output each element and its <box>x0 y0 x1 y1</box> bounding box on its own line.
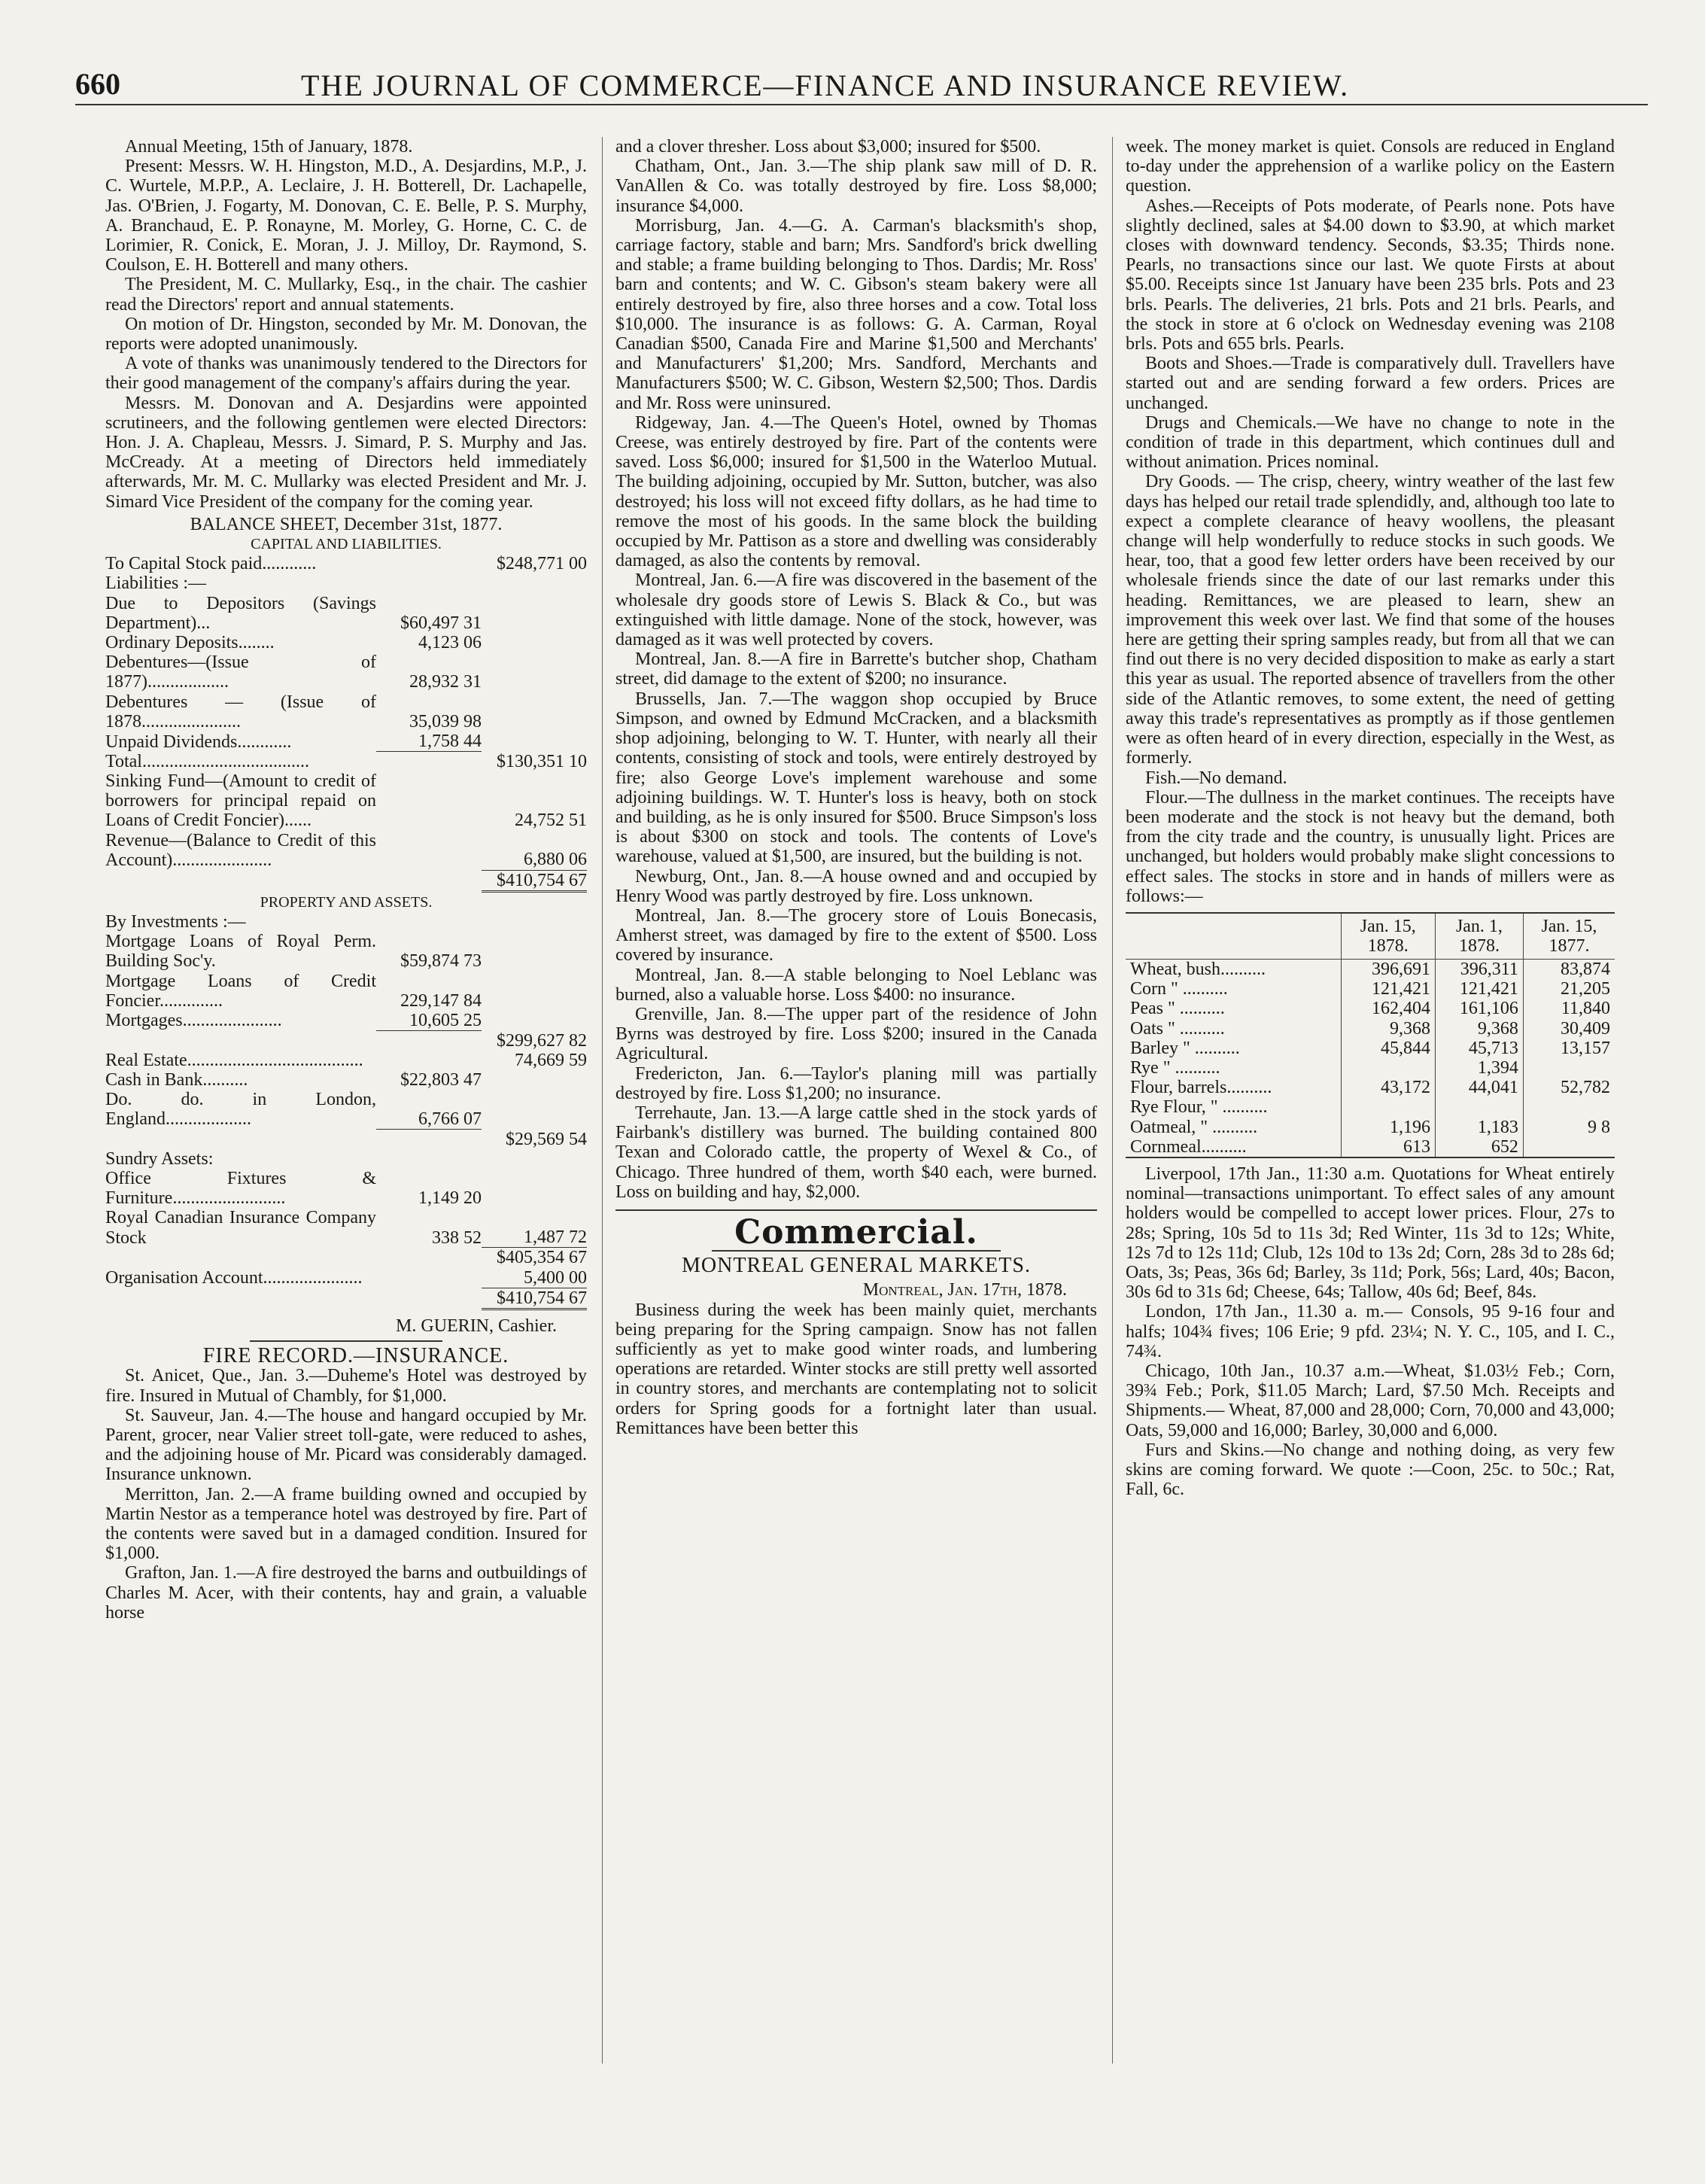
table-row <box>1126 1097 1615 1117</box>
liability-label: Sinking Fund—(Amount to credit of borrowers for principal repaid on Loans of Credit Foncier)...... <box>105 771 376 831</box>
market-paragraph: Ashes.—Receipts of Pots moderate, of Pearls none. Pots have slightly declined, sales at $4.00 down to $3.90, at which market closes with downward tendency. Seconds, $3.35; Thirds none. Pearls, no transactions since our last. We quote Firsts at about $5.00. Receipts since 1st January have been 235 brls. Pots and 23 brls. Pearls. The deliveries, 21 brls. Pots and 21 brls. Pearls, and the stock in store at 6 o'clock on Wednesday evening was 2108 brls. Pots and 655 brls. Pearls. <box>1126 196 1615 354</box>
column-rule-2 <box>1112 137 1113 2064</box>
table-cell: 396,691 <box>1341 959 1436 979</box>
property-assets-heading: PROPERTY AND ASSETS. <box>260 893 433 911</box>
fire-item: Newburg, Ont., Jan. 8.—A house owned and and occupied by Henry Wood was partly destroyed by fire. Loss unknown. <box>615 866 1097 906</box>
capital-liabilities-heading: CAPITAL AND LIABILITIES. <box>251 536 442 553</box>
asset-sub: 338 52 <box>432 1227 482 1248</box>
fire-item: Montreal, Jan. 6.—A fire was discovered in the basement of the wholesale dry goods store of Lewis S. Black & Co., but was extinguished with little damage. None of the stock, however, was damaged as it was well protected by covers. <box>615 570 1097 650</box>
page-number: 660 <box>75 67 120 101</box>
liability-label: Due to Depositors (Savings Department)... <box>105 593 376 633</box>
asset-sub: 229,147 84 <box>400 990 482 1011</box>
asset-amount: 5,400 00 <box>482 1268 587 1288</box>
grain-stocks-table <box>1126 912 1615 1158</box>
fire-item: Ridgeway, Jan. 4.—The Queen's Hotel, owned by Thomas Creese, was entirely destroyed by fire. Part of the contents were saved. Loss $6,000; insured for $1,500 in the Waterloo Mutual. The building adjoining, occupied by Mr. Sutton, butcher, was also destroyed; his loss will not exceed fifty dollars, as he had time to remove the most of his goods. In the same block the building occupied by Mr. Pattison as a store and dwelling was considerably damaged, as also the contents by removal. <box>615 412 1097 571</box>
section-divider <box>615 1209 1097 1211</box>
table-cell: 83,874 <box>1523 959 1615 979</box>
journal-title: THE JOURNAL OF COMMERCE—FINANCE AND INSURANCE REVIEW. <box>301 68 1350 102</box>
table-cell: Oats " .......... <box>1130 1018 1225 1039</box>
table-row <box>105 752 587 771</box>
table-cell: 1,196 <box>1341 1118 1436 1137</box>
assets-table <box>105 912 587 1310</box>
markets-dateline: Montreal, Jan. 17th, 1878. <box>862 1280 1067 1300</box>
table-row <box>105 1288 587 1309</box>
table-cell: 121,421 <box>1341 979 1436 999</box>
liability-label: Ordinary Deposits........ <box>105 633 275 653</box>
liability-sub: 4,123 06 <box>418 633 482 653</box>
liability-amount <box>482 692 587 732</box>
table-cell: Flour, barrels.......... <box>1130 1078 1272 1098</box>
table-cell: 1,183 <box>1436 1118 1524 1137</box>
asset-label <box>105 1130 376 1149</box>
balance-sheet-title: BALANCE SHEET, December 31st, 1877. <box>190 514 503 534</box>
table-row <box>1126 999 1615 1018</box>
market-paragraph: Furs and Skins.—No change and nothing doing, as very few skins are coming forward. We quote :—Coon, 25c. to 50c.; Rat, Fall, 6c. <box>1126 1440 1615 1500</box>
liability-sub <box>376 831 482 870</box>
meeting-paragraph: Annual Meeting, 15th of January, 1878. <box>125 137 413 157</box>
asset-amount <box>482 972 587 1011</box>
table-cell: Corn " .......... <box>1130 979 1228 999</box>
meeting-paragraph: The President, M. C. Mullarky, Esq., in the chair. The cashier read the Directors' report and annual statements. <box>105 275 587 315</box>
liability-label: Unpaid Dividends............ <box>105 732 292 752</box>
liabilities-table <box>105 554 587 892</box>
liability-amount: $130,351 10 <box>497 751 587 771</box>
table-cell: 9,368 <box>1436 1019 1524 1039</box>
liability-amount <box>482 594 587 633</box>
table-cell: 30,409 <box>1523 1019 1615 1039</box>
table-row <box>105 972 587 1011</box>
table-row <box>1126 1137 1615 1157</box>
asset-label <box>105 1288 376 1309</box>
table-row <box>105 1169 587 1208</box>
asset-label: By Investments :— <box>105 911 246 932</box>
table-row <box>105 1248 587 1268</box>
table-row <box>105 573 587 593</box>
liability-label: To Capital Stock paid............ <box>105 554 317 574</box>
table-cell: 396,311 <box>1436 959 1524 979</box>
market-paragraph: Liverpool, 17th Jan., 11:30 a.m. Quotations for Wheat entirely nominal—transactions unimportant. To effect sales of any amount holders would be compelled to accept lower prices. Flour, 27s to 28s; Spring, 10s 5d to 11s 3d; Red Winter, 11s 3d to 12s; White, 12s 7d to 12s 11d; Club, 12s 10d to 13s 2d; Corn, 28s 3d to 28s 6d; Oats, 3s; Peas, 36s 6d; Barley, 3s 11d; Pork, 56s; Lard, 40s; Bacon, 30s 6d to 31s 6d; Cheese, 64s; Tallow, 40s 6d; Beef, 84s. <box>1126 1163 1615 1303</box>
table-row <box>1126 1118 1615 1137</box>
markets-title: MONTREAL GENERAL MARKETS. <box>682 1254 1031 1278</box>
liability-amount <box>482 633 587 652</box>
liability-amount: $248,771 00 <box>497 554 587 574</box>
table-cell: Barley " .......... <box>1130 1038 1240 1058</box>
asset-amount: 74,669 59 <box>515 1050 587 1070</box>
asset-amount: $405,354 67 <box>497 1248 587 1268</box>
table-cell: 613 <box>1341 1137 1436 1157</box>
meeting-paragraph: Present: Messrs. W. H. Hingston, M.D., A. Desjardins, M.P., J. C. Wurtele, M.P.P., A. Leclaire, J. H. Botterell, Dr. Lachapelle, Jas. O'Brien, J. Fogarty, M. Donovan, C. E. Belle, P. S. Murphy, A. Branchaud, E. P. Ronayne, M. Morley, G. Horne, C. C. de Lorimier, R. Conick, E. Moran, J. J. Milloy, Dr. Raymond, S. Coulson, E. H. Botterell and many others. <box>105 157 587 275</box>
table-row <box>105 692 587 732</box>
table-cell: Cornmeal.......... <box>1130 1136 1247 1157</box>
asset-amount <box>482 1070 587 1090</box>
fire-item: Montreal, Jan. 8.—The grocery store of Louis Bonecasis, Amherst street, was damaged by fire to the extent of $500. Loss covered by insurance. <box>615 905 1097 966</box>
table-header-row <box>1126 913 1615 960</box>
table-row <box>105 932 587 971</box>
asset-sub <box>376 912 482 932</box>
table-row <box>105 1051 587 1070</box>
table-cell <box>1523 1137 1615 1157</box>
asset-sub: $59,874 73 <box>400 951 482 972</box>
fire-item: St. Anicet, Que., Jan. 3.—Duheme's Hotel was destroyed by fire. Insured in Mutual of Chambly, for $1,000. <box>105 1366 587 1406</box>
asset-amount: $29,569 54 <box>506 1129 587 1149</box>
table-cell: 162,404 <box>1341 999 1436 1018</box>
table-row <box>1126 1039 1615 1058</box>
table-cell: Wheat, bush.......... <box>1130 959 1266 979</box>
market-paragraph: Chicago, 10th Jan., 10.37 a.m.—Wheat, $1.03½ Feb.; Corn, 39¾ Feb.; Pork, $11.05 March; Lard, $7.50 Mch. Receipts and Shipments.— Wheat, 87,000 and 28,000; Corn, 70,000 and 43,000; Oats, 59,000 and 16,000; Barley, 30,000 and 6,000. <box>1126 1361 1615 1440</box>
market-paragraph: London, 17th Jan., 11.30 a. m.— Consols, 95 9-16 four and halfs; 104¾ fives; 106 Erie; 9 pfd. 23¼; N. Y. C., 105, and I. C., 74¾. <box>1126 1302 1615 1361</box>
asset-sub: 10,605 25 <box>376 1011 482 1031</box>
fire-item: Grafton, Jan. 1.—A fire destroyed the barns and outbuildings of Charles M. Acer, with their contents, hay and grain, a valuable horse <box>105 1563 587 1623</box>
column-2 <box>615 137 1097 2146</box>
table-cell: 43,172 <box>1341 1078 1436 1097</box>
asset-total: $410,754 67 <box>482 1288 587 1309</box>
table-row <box>105 1090 587 1129</box>
table-cell <box>1341 1097 1436 1117</box>
asset-sub <box>376 1149 482 1169</box>
table-cell: 44,041 <box>1436 1078 1524 1097</box>
asset-label: Cash in Bank.......... <box>105 1070 248 1090</box>
liability-label: Liabilities :— <box>105 573 206 594</box>
liability-amount: 6,880 06 <box>482 831 587 870</box>
fire-item: Montreal, Jan. 8.—A stable belonging to Noel Leblanc was burned, also a valuable horse. Loss $400: no insurance. <box>615 965 1097 1005</box>
asset-label: Mortgages...................... <box>105 1011 282 1031</box>
table-cell: 52,782 <box>1523 1078 1615 1097</box>
fire-item: Grenville, Jan. 8.—The upper part of the residence of John Byrns was destroyed by fire. Loss $200; insured in the Canada Agricultural. <box>615 1004 1097 1064</box>
asset-sub <box>376 1268 482 1288</box>
asset-sub <box>376 1031 482 1051</box>
asset-amount: $299,627 82 <box>497 1030 587 1051</box>
table-row <box>105 633 587 652</box>
table-cell: 45,713 <box>1436 1039 1524 1058</box>
fire-item: Montreal, Jan. 8.—A fire in Barrette's butcher shop, Chatham street, did damage to the extent of $200; no insurance. <box>615 649 1097 689</box>
fire-item: Merritton, Jan. 2.—A frame building owned and occupied by Martin Nestor as a temperance hotel was destroyed by fire. Part of the contents were saved but in a damaged condition. Insured for $1,000. <box>105 1484 587 1564</box>
liability-amount <box>482 573 587 593</box>
liability-sub <box>376 870 482 891</box>
asset-sub <box>376 1288 482 1309</box>
asset-label: Real Estate....................................... <box>105 1050 363 1070</box>
column-header <box>1126 913 1341 960</box>
asset-amount <box>482 912 587 932</box>
column-header: Jan. 1, 1878. <box>1436 913 1524 960</box>
meeting-paragraph: Messrs. M. Donovan and A. Desjardins were appointed scrutineers, and the following gentlemen were elected Directors: Hon. J. A. Chapleau, Messrs. J. Simard, P. S. Murphy and Jas. McCready. At a meeting of Directors held immediately afterwards, Mr. M. C. Mullarky was elected President and Mr. J. Simard Vice President of the company for the coming year. <box>105 393 587 512</box>
table-row <box>105 1031 587 1051</box>
fire-item: Morrisburg, Jan. 4.—G. A. Carman's blacksmith's shop, carriage factory, stable and barn; Mrs. Sandford's brick dwelling and stable; a frame building belonging to Thos. Dardis; Mr. Ross' barn and contents; and W. C. Gibson's steam bakery were all entirely destroyed by fire, also three horses and a cow. Total loss $10,000. The insurance is as follows: G. A. Carman, Royal Canadian $500, Canada Fire and Marine $1,500 and Merchants' and Manufacturers' $1,200; Mrs. Sandford, Merchants and Manufacturers $500; W. C. Gibson, Western $2,500; Thos. Dardis and Mr. Ross were uninsured. <box>615 215 1097 413</box>
table-row <box>105 912 587 932</box>
market-paragraph: Flour.—The dullness in the market continues. The receipts have been moderate and the stock is not heavy but the demand, both from the city trade and the country, is unusually light. Prices are unchanged, but holders would probably make slight concessions to effect sales. The stocks in store and in hands of millers were as follows:— <box>1126 787 1615 906</box>
fire-item: Fredericton, Jan. 6.—Taylor's planing mill was partially destroyed by fire. Loss $1,200; no insurance. <box>615 1063 1097 1103</box>
table-cell: 45,844 <box>1341 1039 1436 1058</box>
table-cell: 9 8 <box>1523 1118 1615 1137</box>
asset-label: Do. do. in London, England................... <box>105 1090 376 1130</box>
liability-sub <box>376 752 482 771</box>
asset-label: Mortgage Loans of Credit Foncier.............. <box>105 971 376 1011</box>
market-paragraph: Fish.—No demand. <box>1145 768 1287 788</box>
fire-item: St. Sauveur, Jan. 4.—The house and hangard occupied by Mr. Parent, grocer, near Valier street toll-gate, were reduced to ashes, and the adjoining house of Mr. Picard was considerably damaged. Insurance unknown. <box>105 1405 587 1485</box>
table-cell: 161,106 <box>1436 999 1524 1018</box>
asset-amount <box>482 1149 587 1169</box>
page-header <box>75 66 1648 105</box>
asset-label: Royal Canadian Insurance Company Stock <box>105 1208 376 1248</box>
commercial-title: Commercial. <box>734 1212 978 1252</box>
liability-sub: $60,497 31 <box>400 613 482 633</box>
table-cell: 121,421 <box>1436 979 1524 999</box>
fire-item: and a clover thresher. Loss about $3,000; insured for $500. <box>615 137 1041 157</box>
fire-record-title: FIRE RECORD.—INSURANCE. <box>202 1344 509 1368</box>
market-paragraph: Drugs and Chemicals.—We have no change to note in the condition of trade in this department, which continues dull and without animation. Prices nominal. <box>1126 412 1615 473</box>
table-row <box>1126 979 1615 999</box>
liability-label: Debentures—(Issue of 1877).................. <box>105 652 376 692</box>
table-row <box>105 594 587 633</box>
table-row <box>105 652 587 692</box>
column-3 <box>1126 137 1615 2146</box>
table-row <box>105 1070 587 1090</box>
asset-label <box>105 1031 376 1051</box>
meeting-paragraph: On motion of Dr. Hingston, seconded by Mr. M. Donovan, the reports were adopted unanimously. <box>105 314 587 354</box>
fire-item: Chatham, Ont., Jan. 3.—The ship plank saw mill of D. R. VanAllen & Co. was totally destroyed by fire. Loss $8,000; insurance $4,000. <box>615 157 1097 216</box>
liability-total: $410,754 67 <box>482 870 587 891</box>
table-row <box>1126 1058 1615 1078</box>
liability-label: Total..................................... <box>105 751 309 771</box>
liability-sub: 1,758 44 <box>376 732 482 752</box>
liability-sub <box>376 554 482 573</box>
asset-sub: 1,149 20 <box>418 1188 482 1209</box>
asset-sub <box>376 1248 482 1268</box>
liability-sub <box>376 771 482 831</box>
asset-amount <box>482 1169 587 1208</box>
column-1 <box>105 137 587 2146</box>
table-row <box>1126 959 1615 979</box>
asset-amount <box>482 932 587 971</box>
liability-sub <box>376 573 482 593</box>
table-cell: Peas " .......... <box>1130 999 1225 1019</box>
table-row <box>1126 1078 1615 1097</box>
liability-sub: 35,039 98 <box>409 711 482 732</box>
column-rule-1 <box>602 137 603 2064</box>
table-row <box>105 1208 587 1247</box>
table-row <box>105 554 587 573</box>
asset-label: Mortgage Loans of Royal Perm. Building Soc'y. <box>105 932 376 972</box>
asset-amount <box>482 1011 587 1031</box>
cashier-signature: M. GUERIN, Cashier. <box>396 1316 557 1336</box>
table-cell: 13,157 <box>1523 1039 1615 1058</box>
table-cell <box>1523 1058 1615 1078</box>
asset-sub <box>376 1130 482 1149</box>
table-cell: Oatmeal, " .......... <box>1130 1117 1258 1137</box>
table-row <box>105 1130 587 1149</box>
table-row <box>105 732 587 752</box>
column-header: Jan. 15, 1877. <box>1523 913 1615 960</box>
asset-amount <box>482 1090 587 1129</box>
asset-label: Sundry Assets: <box>105 1148 214 1169</box>
table-cell: 1,394 <box>1436 1058 1524 1078</box>
table-row <box>105 1149 587 1169</box>
table-cell <box>1341 1058 1436 1078</box>
table-cell: Rye Flour, " .......... <box>1130 1097 1268 1118</box>
market-paragraph: week. The money market is quiet. Consols are reduced in England to-day under the apprehension of a warlike policy on the Eastern question. <box>1126 137 1615 196</box>
section-divider <box>250 1340 442 1342</box>
asset-label: Office Fixtures & Furniture......................... <box>105 1169 376 1209</box>
asset-label: Organisation Account...................... <box>105 1268 363 1288</box>
column-header: Jan. 15, 1878. <box>1341 913 1436 960</box>
table-cell: Rye " .......... <box>1130 1057 1220 1078</box>
asset-amount: 1,487 72 <box>482 1208 587 1247</box>
table-cell <box>1436 1097 1524 1117</box>
meeting-paragraph: A vote of thanks was unanimously tendered to the Directors for their good management of the company's affairs during the year. <box>105 354 587 394</box>
table-row <box>1126 1019 1615 1039</box>
asset-sub: $22,803 47 <box>400 1070 482 1090</box>
table-cell <box>1523 1097 1615 1117</box>
table-cell: 652 <box>1436 1137 1524 1157</box>
market-paragraph: Boots and Shoes.—Trade is comparatively dull. Travellers have started out and are sending forward a few orders. Prices are unchanged. <box>1126 354 1615 413</box>
asset-sub <box>376 1051 482 1070</box>
table-cell: 21,205 <box>1523 979 1615 999</box>
table-row <box>105 1268 587 1288</box>
fire-item: Terrehaute, Jan. 13.—A large cattle shed in the stock yards of Fairbank's distillery was burned. The building contained 800 Texan and Colorado cattle, the property of Wexel & Co., of Chicago. Three hundred of them, worth $40 each, were burned. Loss on building and hay, $2,000. <box>615 1103 1097 1202</box>
liability-amount <box>482 732 587 752</box>
asset-sub: 6,766 07 <box>376 1090 482 1129</box>
markets-paragraph: Business during the week has been mainly quiet, merchants being preparing for the Spring campaign. Snow has not fallen sufficiently as yet to make good winter roads, and lumbering operations are retarded. Winter stocks are still pretty well assorted in country stores, and merchants are contemplating not to solicit orders for Spring goods for a fortnight later than usual. Remittances have been better this <box>615 1300 1097 1438</box>
liability-amount: 24,752 51 <box>515 811 587 831</box>
liability-label <box>105 870 376 891</box>
market-paragraph: Dry Goods. — The crisp, cheery, wintry weather of the last few days has helped our retail trade splendidly, and, although too late to expect a complete clearance of heavy woollens, the pleasant change will help wonderfully to reduce stocks in such goods. We hear, too, that a good few letter orders have been received by our wholesale friends since the date of our last remarks under this heading. Remittances, we are pleased to learn, shew an improvement this week over last. We find that some of the houses here are getting their spring samples ready, but from all that we can find out there is no very decided disposition to make as early a start this year as usual. The reported absence of travellers from the other side of the Atlantic removes, to some extent, the need of getting away this trade's representatives as promptly as if those gentlemen were as often heard of in every direction, especially in the West, as formerly. <box>1126 472 1615 768</box>
table-row <box>105 831 587 870</box>
liability-label: Revenue—(Balance to Credit of this Account)...................... <box>105 830 376 870</box>
table-cell: 9,368 <box>1341 1019 1436 1039</box>
table-row <box>105 1011 587 1031</box>
asset-label <box>105 1248 376 1268</box>
liability-amount <box>482 652 587 692</box>
table-row <box>105 771 587 831</box>
liability-sub: 28,932 31 <box>409 672 482 692</box>
fire-item: Brussells, Jan. 7.—The waggon shop occupied by Bruce Simpson, and owned by Edmund McCracken, and a blacksmith shop adjoining, belonging to W. T. Hunter, with nearly all their contents, consisting of stock and tools, were entirely destroyed by fire; also George Love's implement warehouse and some adjoining buildings. W. T. Hunter's loss is heavy, both on stock and building, as he is only insured for $500. Bruce Simpson's loss is about $300 on stock and tools. The contents of Love's warehouse, valued at $1,500, are insured, but the building is not. <box>615 689 1097 867</box>
table-row <box>105 870 587 891</box>
liability-label: Debentures — (Issue of 1878...................... <box>105 692 376 732</box>
table-cell: 11,840 <box>1523 999 1615 1018</box>
